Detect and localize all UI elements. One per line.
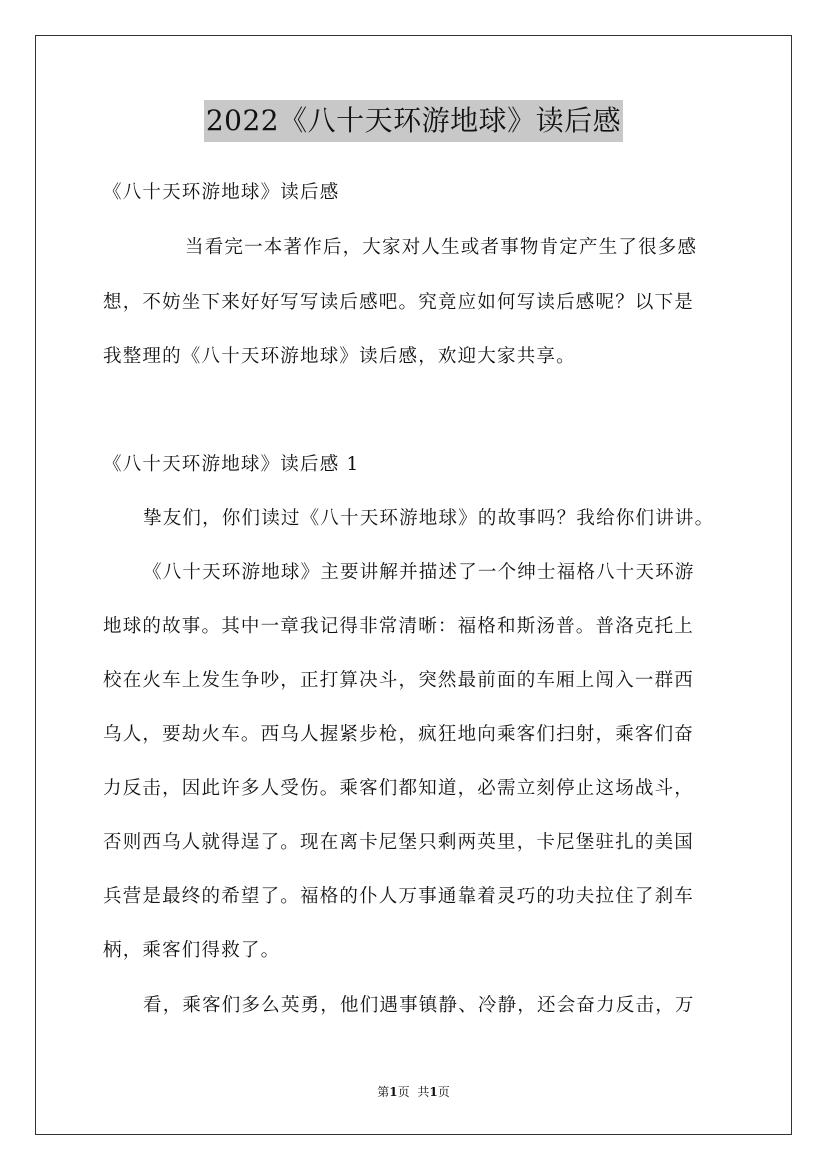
page-footer [0,1083,827,1101]
body-line: 挚友们，你们读过《八十天环游地球》的故事吗？我给你们讲讲。 [143,508,715,529]
body-line: 兵营是最终的希望了。福格的仆人万事通靠着灵巧的功夫拉住了刹车 [103,886,695,907]
body-line: 地球的故事。其中一章我记得非常清晰：福格和斯汤普。普洛克托上 [103,616,695,637]
body-line: 柄，乘客们得救了。 [103,940,281,961]
body-line: 乌人，要劫火车。西乌人握紧步枪，疯狂地向乘客们扫射，乘客们奋 [103,724,695,745]
footer-total-suffix: 页 [437,1085,450,1099]
footer-total-prefix: 共 [417,1085,430,1099]
intro-line: 想，不妨坐下来好好写写读后感吧。究竟应如何写读后感呢？以下是 [103,292,695,313]
footer-total-number: 1 [429,1085,438,1099]
body-line: 力反击，因此许多人受伤。乘客们都知道，必需立刻停止这场战斗， [103,778,695,799]
footer-page-suffix: 页 [397,1085,410,1099]
title-container [0,100,827,142]
subtitle: 《八十天环游地球》读后感 [103,182,340,203]
section-heading: 《八十天环游地球》读后感 1 [103,454,360,475]
intro-line: 当看完一本著作后，大家对人生或者事物肯定产生了很多感 [185,237,698,258]
body-line: 校在火车上发生争吵，正打算决斗，突然最前面的车厢上闯入一群西 [103,670,695,691]
document-title: 2022《八十天环游地球》读后感 [204,100,623,142]
body-line: 《八十天环游地球》主要讲解并描述了一个绅士福格八十天环游 [143,562,695,583]
footer-page-prefix: 第 [377,1085,390,1099]
body-line: 否则西乌人就得逞了。现在离卡尼堡只剩两英里，卡尼堡驻扎的美国 [103,832,695,853]
body-line: 看，乘客们多么英勇，他们遇事镇静、冷静，还会奋力反击，万 [143,995,695,1016]
footer-page-number: 1 [389,1085,398,1099]
intro-line: 我整理的《八十天环游地球》读后感，欢迎大家共享。 [103,346,576,367]
